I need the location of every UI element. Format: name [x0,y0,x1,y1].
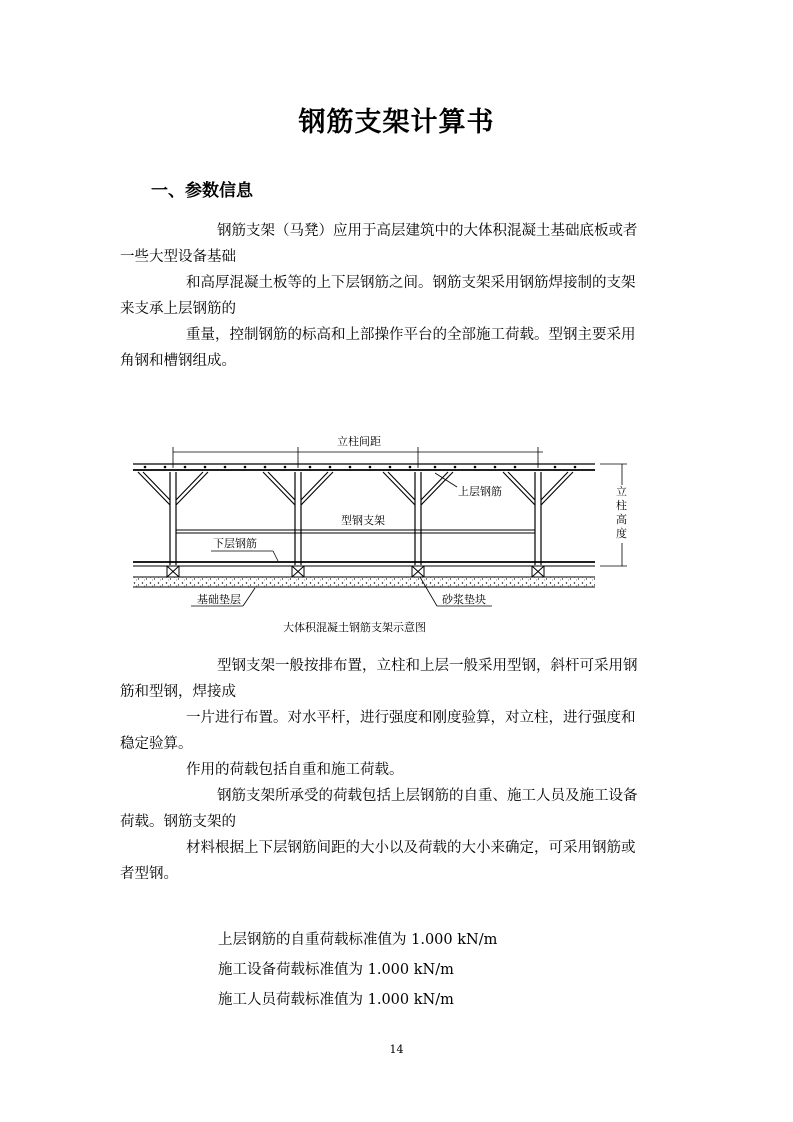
label-steel-frame: 型钢支架 [341,514,385,527]
text-line: 荷载。钢筋支架的 [120,814,236,830]
diagram-caption: 大体积混凝土钢筋支架示意图 [283,621,426,634]
text-line: 材料根据上下层钢筋间距的大小以及荷载的大小来确定，可采用钢筋或 [186,840,636,856]
text-line: 角钢和槽钢组成。 [120,353,236,369]
document-title: 钢筋支架计算书 [298,107,495,138]
text-line: 钢筋支架所承受的荷载包括上层钢筋的自重、施工人员及施工设备 [217,788,638,804]
label-spacing: 立柱间距 [337,435,381,448]
load-value-equipment: 施工设备荷载标准值为 1.000 kN/m [218,962,454,978]
label-lower-rebar: 下层钢筋 [213,537,257,550]
label-mortar-block: 砂浆垫块 [442,593,486,606]
rebar-support-diagram [125,425,635,640]
base-layer [133,577,595,587]
diagonal-braces [138,472,573,505]
text-line: 一片进行布置。对水平杆，进行强度和刚度验算，对立柱，进行强度和 [186,710,636,726]
text-line: 一些大型设备基础 [120,249,236,265]
mortar-blocks [167,566,544,577]
load-value-workers: 施工人员荷载标准值为 1.000 kN/m [218,992,454,1008]
paragraph [120,218,675,374]
label-base-layer: 基础垫层 [197,593,241,606]
text-line: 筋和型钢，焊接成 [120,684,236,700]
label-height: 柱 [616,499,627,512]
text-line: 者型钢。 [120,866,178,882]
text-line: 和高厚混凝土板等的上下层钢筋之间。钢筋支架采用钢筋焊接制的支架 [186,275,636,291]
label-upper-rebar: 上层钢筋 [458,485,502,498]
label-height: 立 [616,485,627,498]
label-height: 高 [616,513,627,526]
text-line: 钢筋支架（马凳）应用于高层建筑中的大体积混凝土基础底板或者 [217,223,638,239]
load-value-upper-rebar: 上层钢筋的自重荷载标准值为 1.000 kN/m [218,932,498,948]
section-heading: 一、参数信息 [151,181,253,201]
text-line: 重量，控制钢筋的标高和上部操作平台的全部施工荷载。型钢主要采用 [186,327,636,343]
text-line: 稳定验算。 [120,736,193,752]
label-height: 度 [616,527,627,540]
page-number: 14 [389,1043,404,1056]
text-line: 作用的荷载包括自重和施工荷载。 [186,762,404,778]
text-line: 来支承上层钢筋的 [120,301,236,317]
text-line: 型钢支架一般按排布置，立柱和上层一般采用型钢，斜杆可采用钢 [217,658,638,674]
paragraph [120,653,675,887]
